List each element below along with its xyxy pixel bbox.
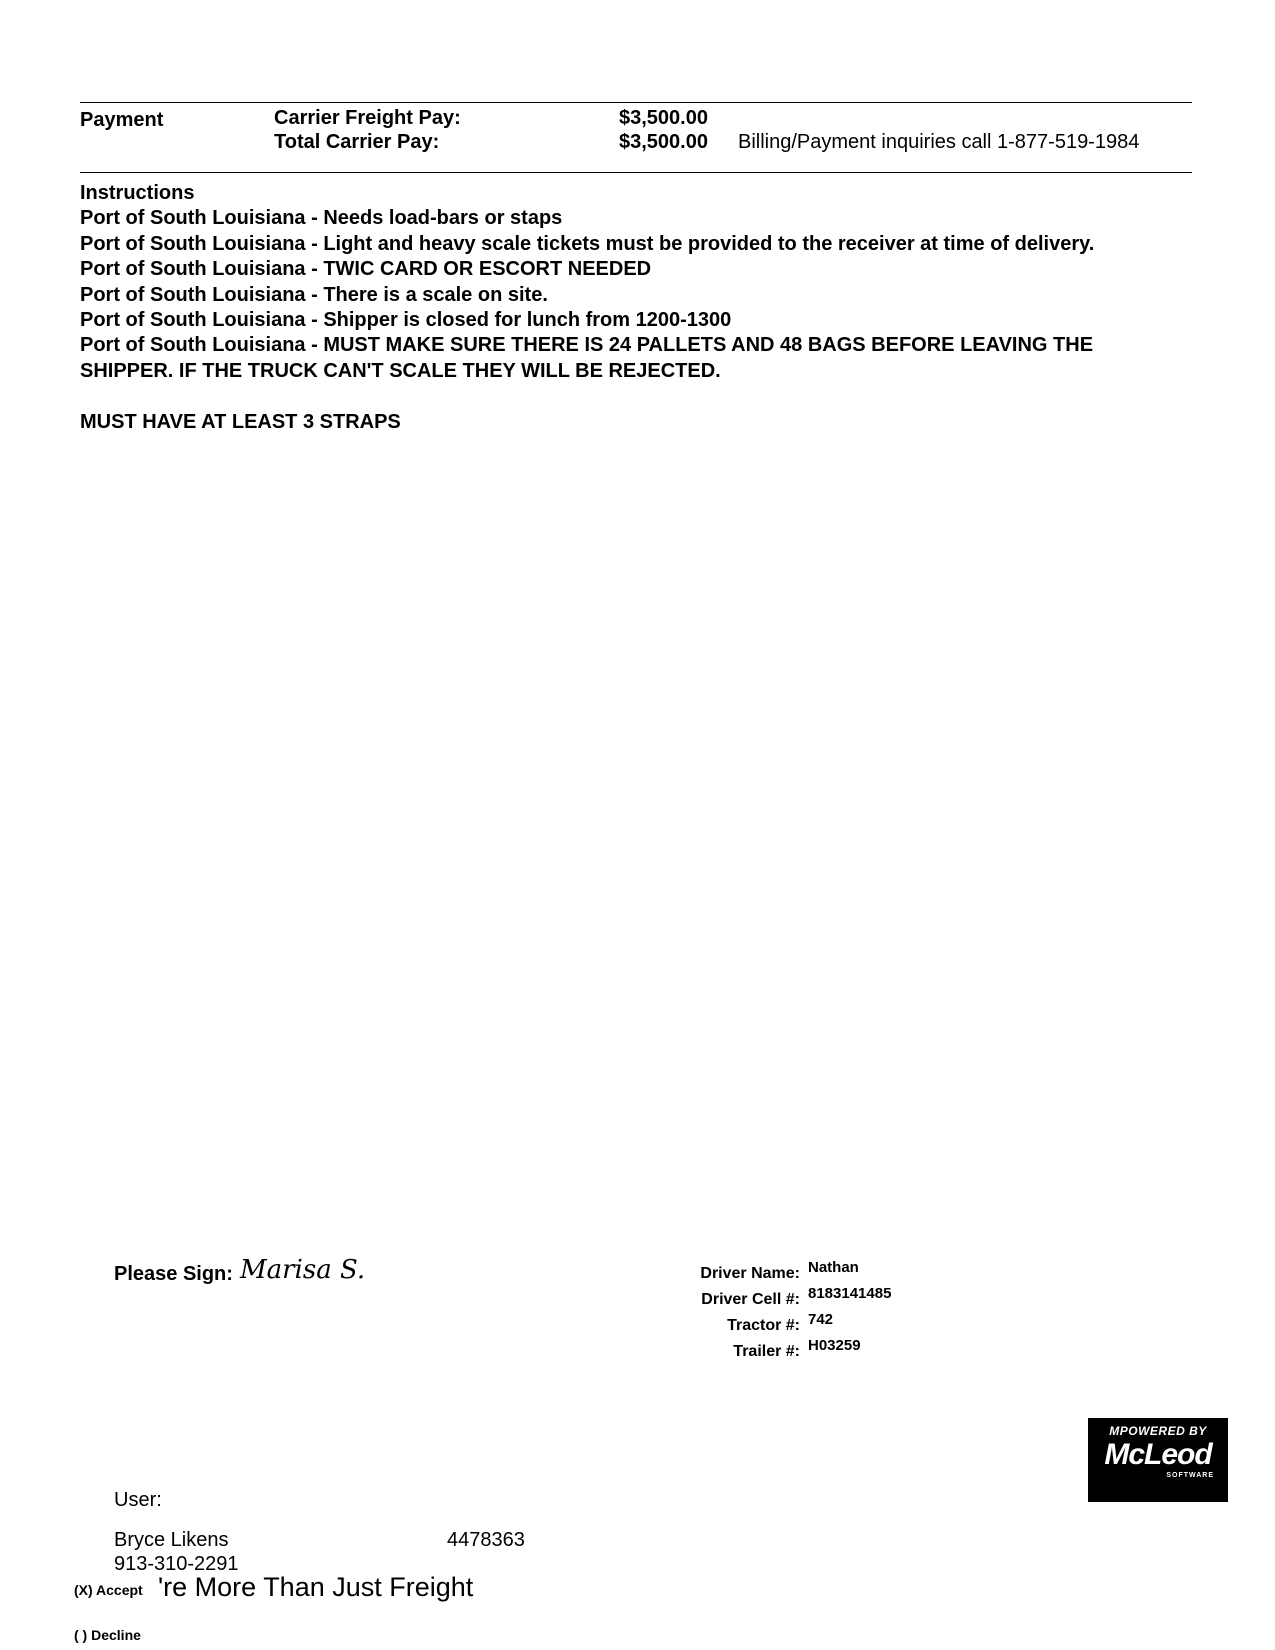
instruction-line: Port of South Louisiana - Shipper is closed for lunch from 1200-1300 bbox=[80, 309, 732, 332]
freight-pay-label: Carrier Freight Pay: bbox=[274, 107, 461, 129]
total-pay-value: $3,500.00 bbox=[619, 131, 708, 153]
logo-line-3: SOFTWARE bbox=[1166, 1472, 1214, 1479]
user-id: 4478363 bbox=[447, 1529, 525, 1551]
logo-line-2: McLeod bbox=[1104, 1438, 1212, 1471]
instructions-heading: Instructions bbox=[80, 182, 195, 204]
user-name: Bryce Likens bbox=[114, 1529, 229, 1551]
driver-cell-label: Driver Cell #: bbox=[701, 1291, 800, 1308]
mcleod-logo bbox=[1088, 1418, 1228, 1502]
tractor-value: 742 bbox=[808, 1311, 834, 1328]
instruction-line: MUST HAVE AT LEAST 3 STRAPS bbox=[80, 410, 401, 433]
driver-name-label: Driver Name: bbox=[700, 1265, 800, 1282]
top-divider bbox=[80, 102, 1192, 103]
instruction-line: Port of South Louisiana - Needs load-bars or staps bbox=[80, 207, 563, 230]
instruction-line bbox=[80, 384, 1094, 409]
user-phone: 913-310-2291 bbox=[114, 1553, 239, 1575]
tagline: 're More Than Just Freight bbox=[158, 1572, 474, 1602]
driver-name-value: Nathan bbox=[808, 1259, 859, 1276]
instruction-line: SHIPPER. IF THE TRUCK CAN'T SCALE THEY WILL BE REJECTED. bbox=[80, 359, 721, 382]
signature-label: Please Sign: bbox=[114, 1263, 233, 1285]
signature-value: Marisa S. bbox=[240, 1255, 366, 1285]
payment-section-label: Payment bbox=[80, 109, 164, 131]
trailer-value: H03259 bbox=[808, 1337, 861, 1354]
billing-note: Billing/Payment inquiries call 1-877-519-1984 bbox=[738, 131, 1140, 153]
accept-option[interactable]: (X) Accept bbox=[74, 1582, 143, 1598]
driver-cell-value: 8183141485 bbox=[808, 1285, 892, 1302]
freight-pay-value: $3,500.00 bbox=[619, 107, 708, 129]
logo-line-1: MPOWERED BY bbox=[1109, 1424, 1207, 1438]
user-label: User: bbox=[114, 1489, 162, 1511]
decline-option[interactable]: ( ) Decline bbox=[74, 1627, 141, 1643]
tractor-label: Tractor #: bbox=[727, 1317, 800, 1334]
instructions-block bbox=[80, 181, 1094, 435]
instruction-line: Port of South Louisiana - MUST MAKE SURE THERE IS 24 PALLETS AND 48 BAGS BEFORE LEAVING THE bbox=[80, 334, 1094, 357]
instruction-line: Port of South Louisiana - There is a scale on site. bbox=[80, 283, 548, 306]
payment-divider bbox=[80, 172, 1192, 173]
total-pay-label: Total Carrier Pay: bbox=[274, 131, 440, 153]
instruction-line: Port of South Louisiana - Light and heavy scale tickets must be provided to the receiver at time of delivery. bbox=[80, 232, 1095, 255]
trailer-label: Trailer #: bbox=[733, 1343, 800, 1360]
instruction-line: Port of South Louisiana - TWIC CARD OR ESCORT NEEDED bbox=[80, 258, 652, 281]
